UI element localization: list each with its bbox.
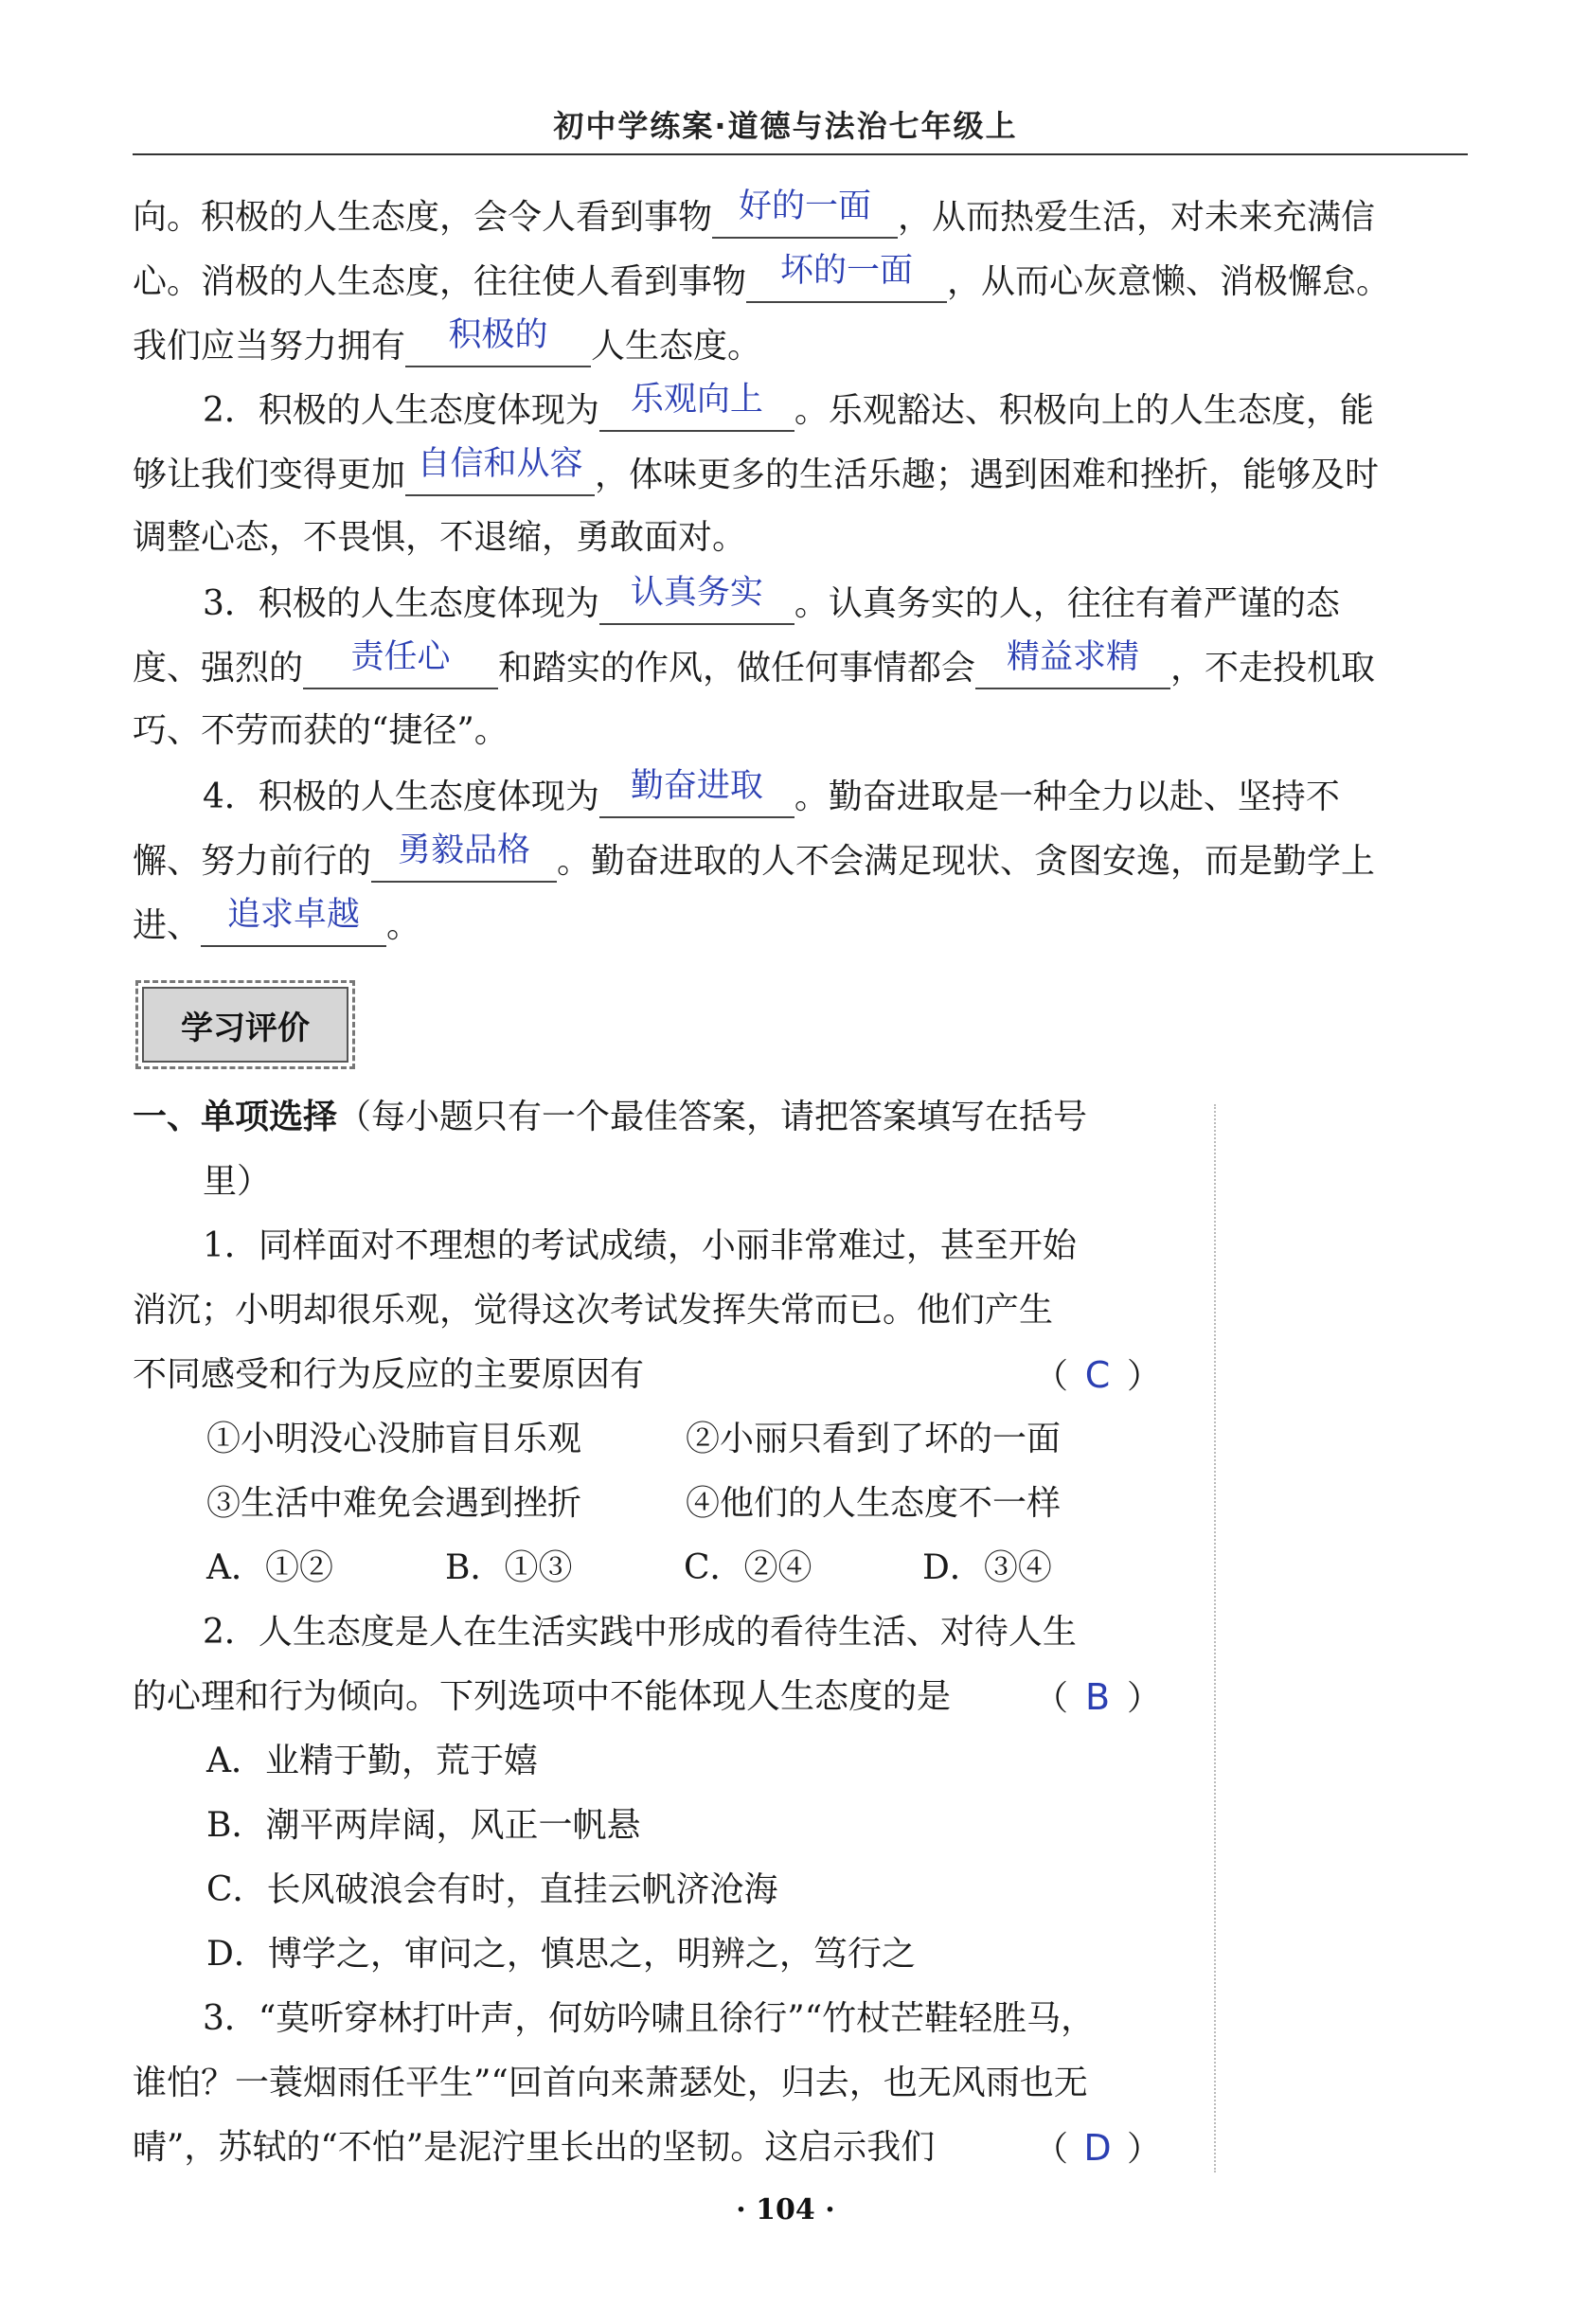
fill-line-4	[203, 381, 1374, 430]
answer-blank	[405, 316, 591, 367]
q1-option-c: C．②④	[684, 1548, 812, 1587]
line-text: 懈、努力前行的	[133, 842, 372, 881]
answer-blank	[599, 767, 794, 818]
handwritten-answer: 勤奋进取	[630, 767, 763, 805]
line-text: 我们应当努力拥有	[133, 327, 406, 366]
line-text: ，体味更多的生活乐趣；遇到困难和挫折，能够及时	[595, 456, 1380, 494]
fill-line-8	[133, 638, 1376, 688]
answer-blank	[975, 638, 1170, 689]
answer-blank	[599, 381, 794, 432]
handwritten-answer: 乐观向上	[630, 381, 763, 419]
column-divider	[1214, 1104, 1216, 2172]
q3-line-2: 谁怕？一蓑烟雨任平生”“回首向来萧瑟处，归去，也无风雨也无	[133, 2064, 1088, 2102]
q1-item-1: ①小明没心没肺盲目乐观	[206, 1420, 582, 1458]
answer-blank	[303, 638, 498, 689]
fill-line-12	[133, 896, 421, 945]
line-text: ，从而热爱生活，对未来充满信	[898, 198, 1376, 237]
line-text: ，从而心灰意懒、消极懈怠。	[947, 262, 1391, 301]
q1-item-3: ③生活中难免会遇到挫折	[206, 1484, 582, 1523]
answer-blank	[405, 445, 595, 496]
fill-line-1	[133, 188, 1376, 237]
line-text: 2．积极的人生态度体现为	[203, 391, 599, 430]
answer-blank	[599, 574, 794, 625]
q2-option-a: A．业精于勤，荒于嬉	[206, 1742, 538, 1780]
header-divider	[133, 153, 1468, 155]
answer-blank	[201, 896, 386, 947]
q1-option-a: A．①②	[206, 1548, 333, 1587]
handwritten-answer: 自信和从容	[417, 445, 583, 483]
fill-line-2	[133, 252, 1391, 301]
text-line-9: 巧、不劳而获的“捷径”。	[133, 711, 509, 750]
line-text: 心。消极的人生态度，往往使人看到事物	[133, 262, 747, 301]
q2-option-b: B．潮平两岸阔，风正一帆悬	[206, 1806, 641, 1845]
line-text: 。	[386, 906, 421, 945]
q3-line-1: 3．“莫听穿林打叶声，何妨吟啸且徐行”“竹杖芒鞋轻胜马，	[203, 1999, 1096, 2038]
single-choice-heading	[133, 1097, 1087, 1138]
fill-line-11	[133, 831, 1376, 881]
heading-text: 一、单项选择	[133, 1098, 338, 1136]
q1-answer: C	[1084, 1354, 1111, 1396]
line-text: 3．积极的人生态度体现为	[203, 584, 599, 623]
line-text: 人生态度。	[591, 327, 762, 366]
fill-line-3	[133, 316, 762, 366]
q1-item-4: ④他们的人生态度不一样	[686, 1484, 1062, 1523]
q2-option-d: D．博学之，审问之，慎思之，明辨之，笃行之	[206, 1935, 916, 1974]
q3-answer-bracket: （ D ）	[1034, 2127, 1162, 2169]
line-text: 。勤奋进取是一种全力以赴、坚持不	[794, 778, 1340, 816]
q2-answer-bracket: （ B ）	[1034, 1676, 1162, 1718]
q1-line-3: 不同感受和行为反应的主要原因有	[133, 1355, 645, 1394]
line-text: 进、	[133, 906, 202, 945]
q1-item-2: ②小丽只看到了坏的一面	[686, 1420, 1062, 1458]
q3-line-3: 晴”，苏轼的“不怕”是泥泞里长出的坚韧。这启示我们	[133, 2128, 936, 2167]
fill-line-5	[133, 445, 1380, 494]
fill-line-10	[203, 767, 1340, 816]
section-badge-learning-evaluation: 学习评价	[142, 987, 348, 1063]
answer-blank	[371, 831, 557, 883]
line-text: 。勤奋进取的人不会满足现状、贪图安逸，而是勤学上	[557, 842, 1376, 881]
line-text: 够让我们变得更加	[133, 456, 406, 494]
q1-line-1: 1．同样面对不理想的考试成绩，小丽非常难过，甚至开始	[203, 1226, 1077, 1265]
line-text: 和踏实的作风，做任何事情都会	[498, 649, 976, 688]
q2-line-2: 的心理和行为倾向。下列选项中不能体现人生态度的是	[133, 1677, 952, 1716]
handwritten-answer: 认真务实	[630, 574, 763, 612]
line-text: 。乐观豁达、积极向上的人生态度，能	[794, 391, 1374, 430]
handwritten-answer: 责任心	[350, 638, 451, 676]
handwritten-answer: 积极的	[448, 316, 548, 354]
page-header-title: 初中学练案·道德与法治七年级上	[553, 108, 1018, 144]
handwritten-answer: 精益求精	[1007, 638, 1140, 676]
heading-note-continued: 里）	[203, 1162, 272, 1201]
answer-blank	[746, 252, 947, 303]
text-line-6: 调整心态，不畏惧，不退缩，勇敢面对。	[133, 518, 747, 557]
q1-answer-bracket: （ C ）	[1034, 1354, 1162, 1396]
line-text: 4．积极的人生态度体现为	[203, 778, 599, 816]
q1-line-2: 消沉；小明却很乐观，觉得这次考试发挥失常而已。他们产生	[133, 1291, 1054, 1330]
fill-line-7	[203, 574, 1340, 623]
line-text: ，不走投机取	[1170, 649, 1376, 688]
q2-option-c: C．长风破浪会有时，直挂云帆济沧海	[206, 1870, 778, 1909]
handwritten-answer: 勇毅品格	[398, 831, 531, 869]
q2-line-1: 2．人生态度是人在生活实践中形成的看待生活、对待人生	[203, 1613, 1077, 1652]
answer-blank	[712, 188, 898, 239]
q3-answer: D	[1083, 2127, 1112, 2169]
page-number: · 104 ·	[736, 2193, 835, 2226]
line-text: 。认真务实的人，往往有着严谨的态	[794, 584, 1340, 623]
q1-option-d: D．③④	[922, 1548, 1052, 1587]
handwritten-answer: 坏的一面	[780, 252, 914, 290]
handwritten-answer: 好的一面	[739, 188, 872, 225]
heading-note: （每小题只有一个最佳答案，请把答案填写在括号	[337, 1098, 1088, 1136]
line-text: 度、强烈的	[133, 649, 304, 688]
handwritten-answer: 追求卓越	[227, 896, 361, 934]
line-text: 向。积极的人生态度，会令人看到事物	[133, 198, 713, 237]
q2-answer: B	[1084, 1676, 1111, 1718]
q1-option-b: B．①③	[445, 1548, 573, 1587]
